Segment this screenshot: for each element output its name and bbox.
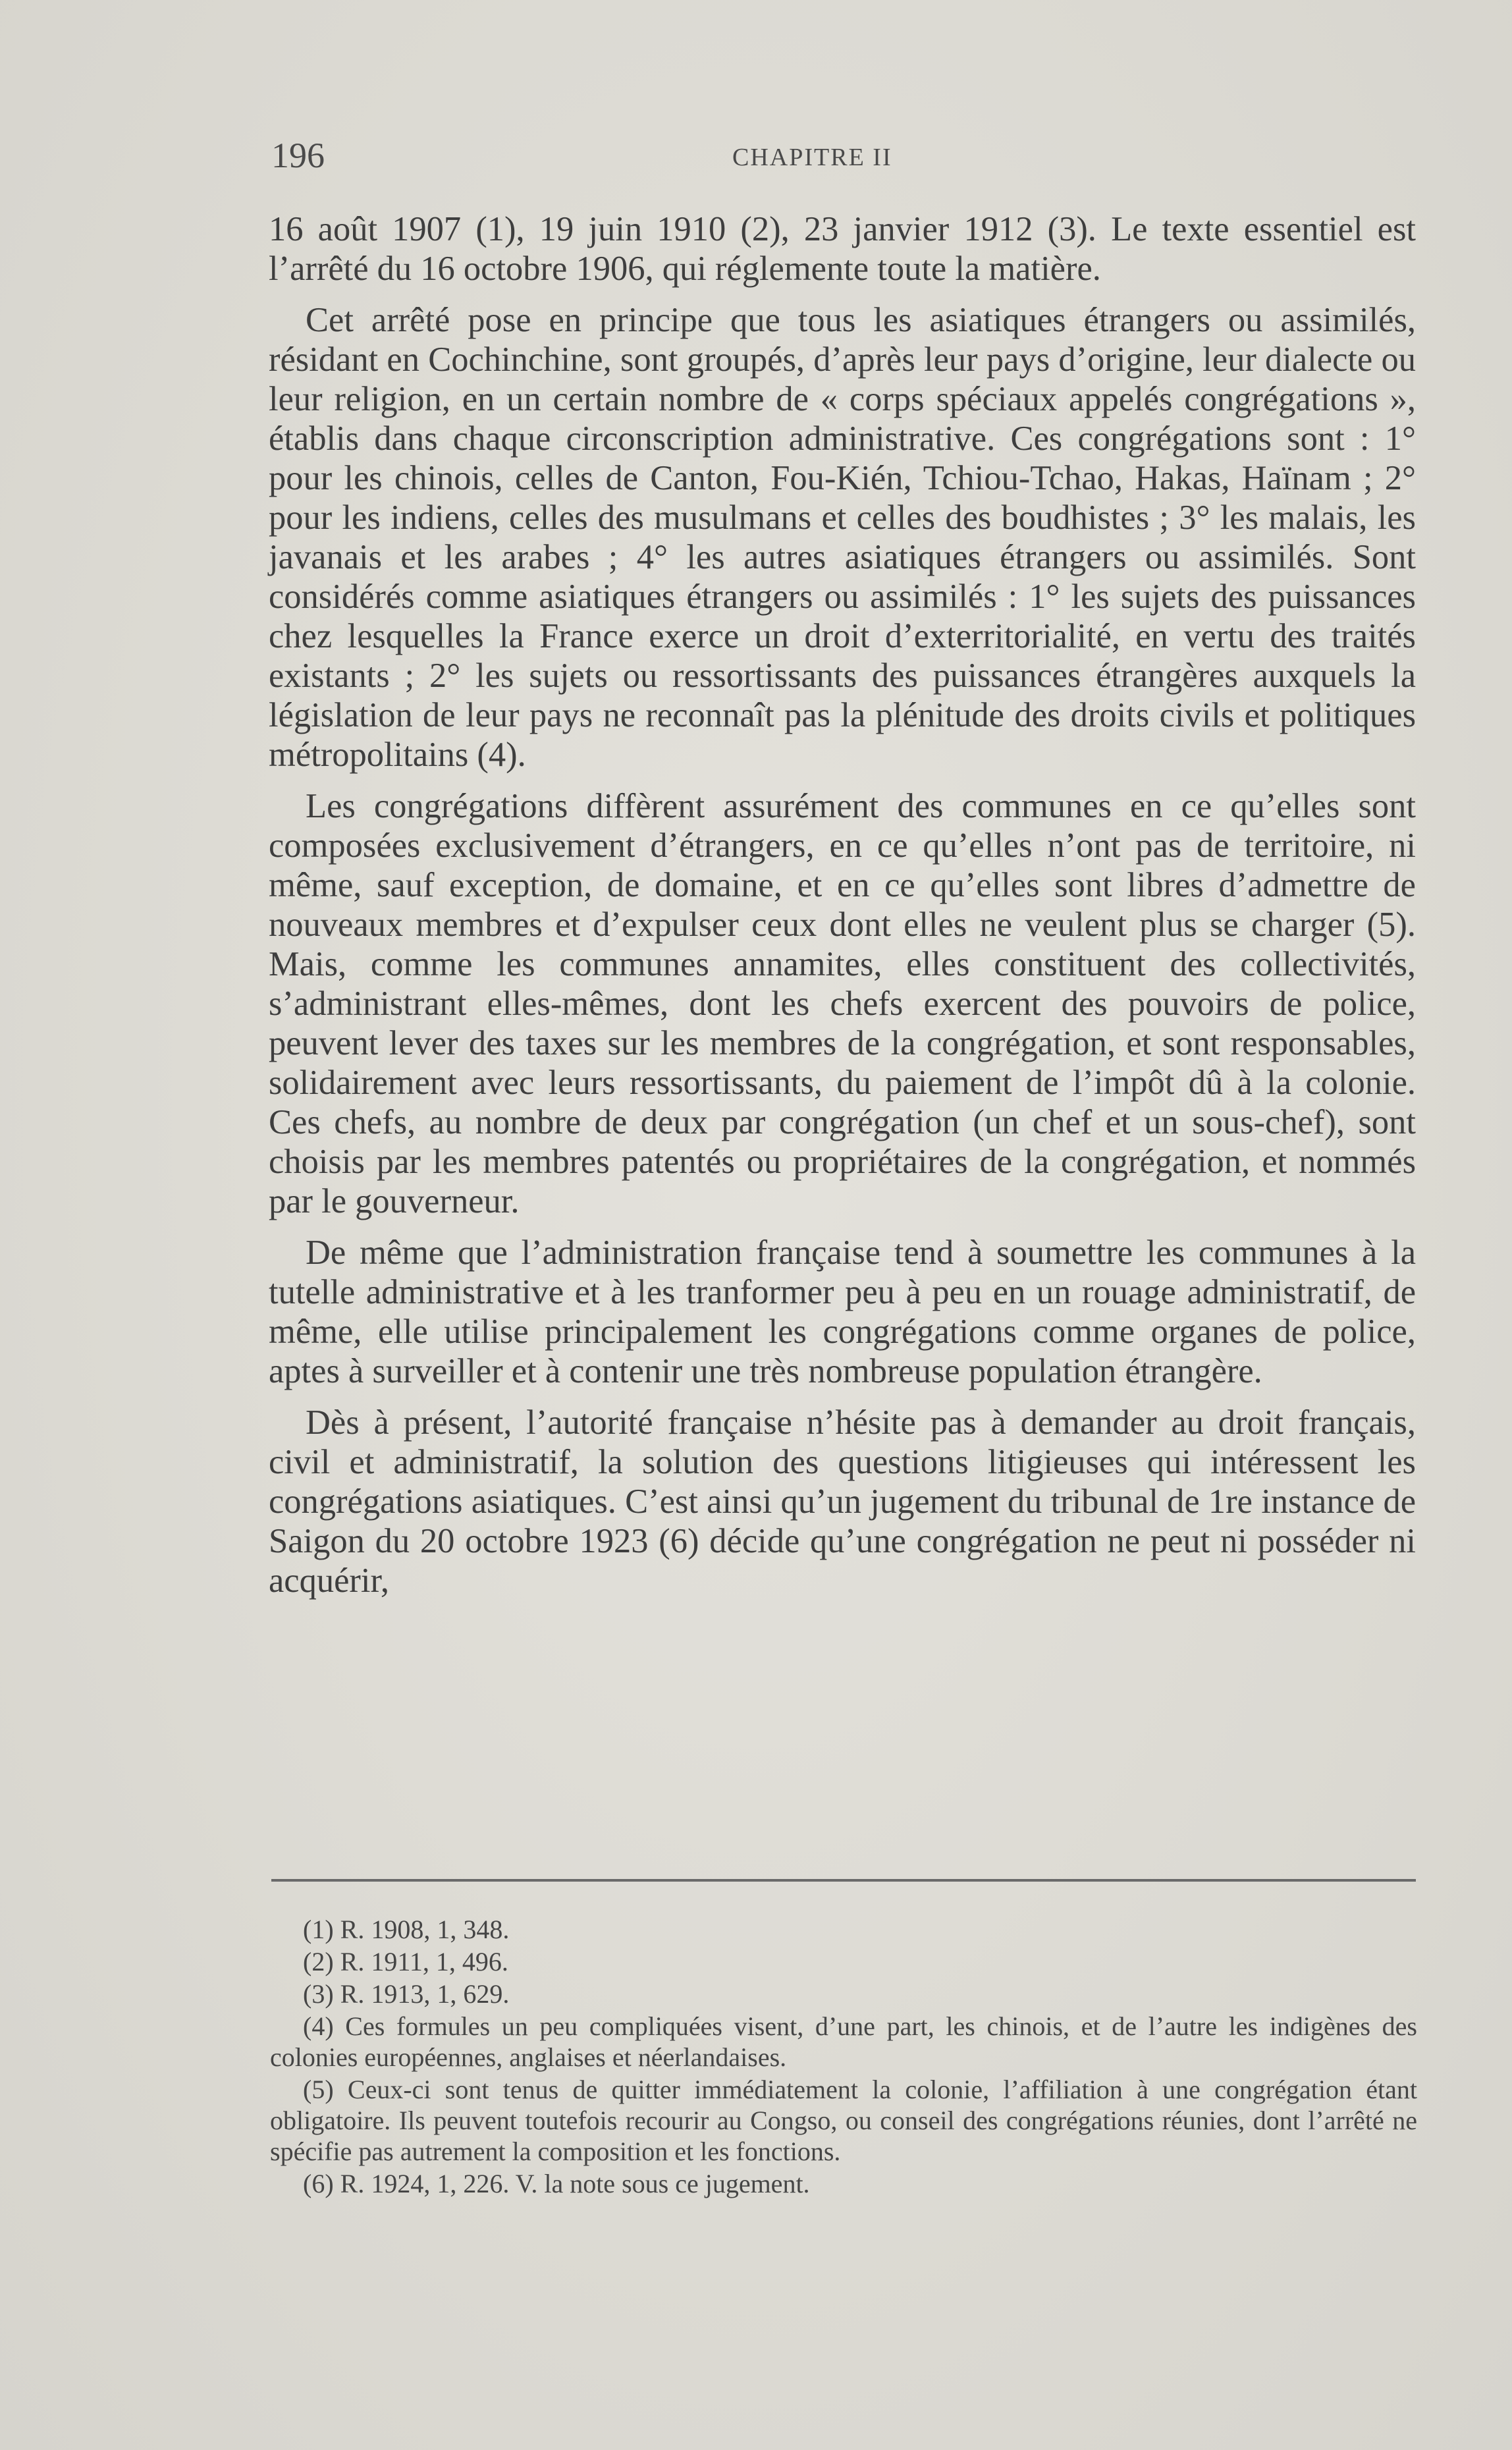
footnote: (5) Ceux-ci sont tenus de quitter immédiatement la colonie, l’affiliation à une congrégation étant obligatoire. Ils peuvent toutefois recourir au Congso, ou conseil des congrégations réunies, dont l’arrêté ne spécifie pas autrement la composition et les fonctions. <box>270 2075 1417 2166</box>
chapter-title: CHAPITRE II <box>732 144 892 171</box>
page-number: 196 <box>271 136 325 175</box>
footnote: (2) R. 1911, 1, 496. <box>303 1947 508 1976</box>
footnote: (4) Ces formules un peu compliquées visent, d’une part, les chinois, et de l’autre les indigènes des colonies européennes, anglaises et néerlandaises. <box>270 2011 1417 2072</box>
footnote-separator <box>271 1879 1416 1882</box>
running-head <box>271 135 1416 175</box>
paragraph: Dès à présent, l’autorité française n’hésite pas à demander au droit français, civil et administratif, la solution des questions litigieuses qui intéressent les congrégations asiatiques. C’est ainsi qu’un jugement du tribunal de 1re instance de Saigon du 20 octobre 1923 (6) décide qu’une congrégation ne peut ni posséder ni acquérir, <box>269 1403 1416 1600</box>
paragraph: Les congrégations diffèrent assurément des communes en ce qu’elles sont composées exclusivement d’étrangers, en ce qu’elles n’ont pas de territoire, ni même, sauf exception, de domaine, et en ce qu’elles sont libres d’admettre de nouveaux membres et d’expulser ceux dont elles ne veulent plus se charger (5). Mais, comme les communes annamites, elles constituent des collectivités, s’administrant elles-mêmes, dont les chefs exercent des pouvoirs de police, peuvent lever des taxes sur les membres de la congrégation, et sont responsables, solidairement avec leurs ressortissants, du paiement de l’impôt dû à la colonie. Ces chefs, au nombre de deux par congrégation (un chef et un sous-chef), sont choisis par les membres patentés ou propriétaires de la congrégation, et nommés par le gouverneur. <box>269 787 1416 1220</box>
paragraph: De même que l’administration française tend à soumettre les communes à la tutelle administrative et à les tranformer peu à peu en un rouage administratif, de même, elle utilise principalement les congrégations comme organes de police, aptes à surveiller et à contenir une très nombreuse population étrangère. <box>269 1234 1416 1390</box>
paragraph-continued: 16 août 1907 (1), 19 juin 1910 (2), 23 janvier 1912 (3). Le texte essentiel est l’arrêté du 16 octobre 1906, qui réglemente toute la matière. <box>269 210 1416 288</box>
paragraph: Cet arrêté pose en principe que tous les asiatiques étrangers ou assimilés, résidant en Cochinchine, sont groupés, d’après leur pays d’origine, leur dialecte ou leur religion, en un certain nombre de « corps spéciaux appelés congrégations », établis dans chaque circonscription administrative. Ces congrégations sont : 1° pour les chinois, celles de Canton, Fou-Kién, Tchiou-Tchao, Hakas, Haïnam ; 2° pour les indiens, celles des musulmans et celles des boudhistes ; 3° les malais, les javanais et les arabes ; 4° les autres asiatiques étrangers ou assimilés. Sont considérés comme asiatiques étrangers ou assimilés : 1° les sujets des puissances chez lesquelles la France exerce un droit d’exterritorialité, en vertu des traités existants ; 2° les sujets ou ressortissants des puissances étrangères auxquels la législation de leur pays ne reconnaît pas la plénitude des droits civils et politiques métropolitains (4). <box>269 301 1416 774</box>
footnote: (3) R. 1913, 1, 629. <box>303 1979 510 2009</box>
body-text <box>269 209 1416 1612</box>
footnotes <box>270 1914 1417 2200</box>
footnote: (6) R. 1924, 1, 226. V. la note sous ce jugement. <box>303 2169 810 2198</box>
footnote: (1) R. 1908, 1, 348. <box>303 1915 510 1944</box>
